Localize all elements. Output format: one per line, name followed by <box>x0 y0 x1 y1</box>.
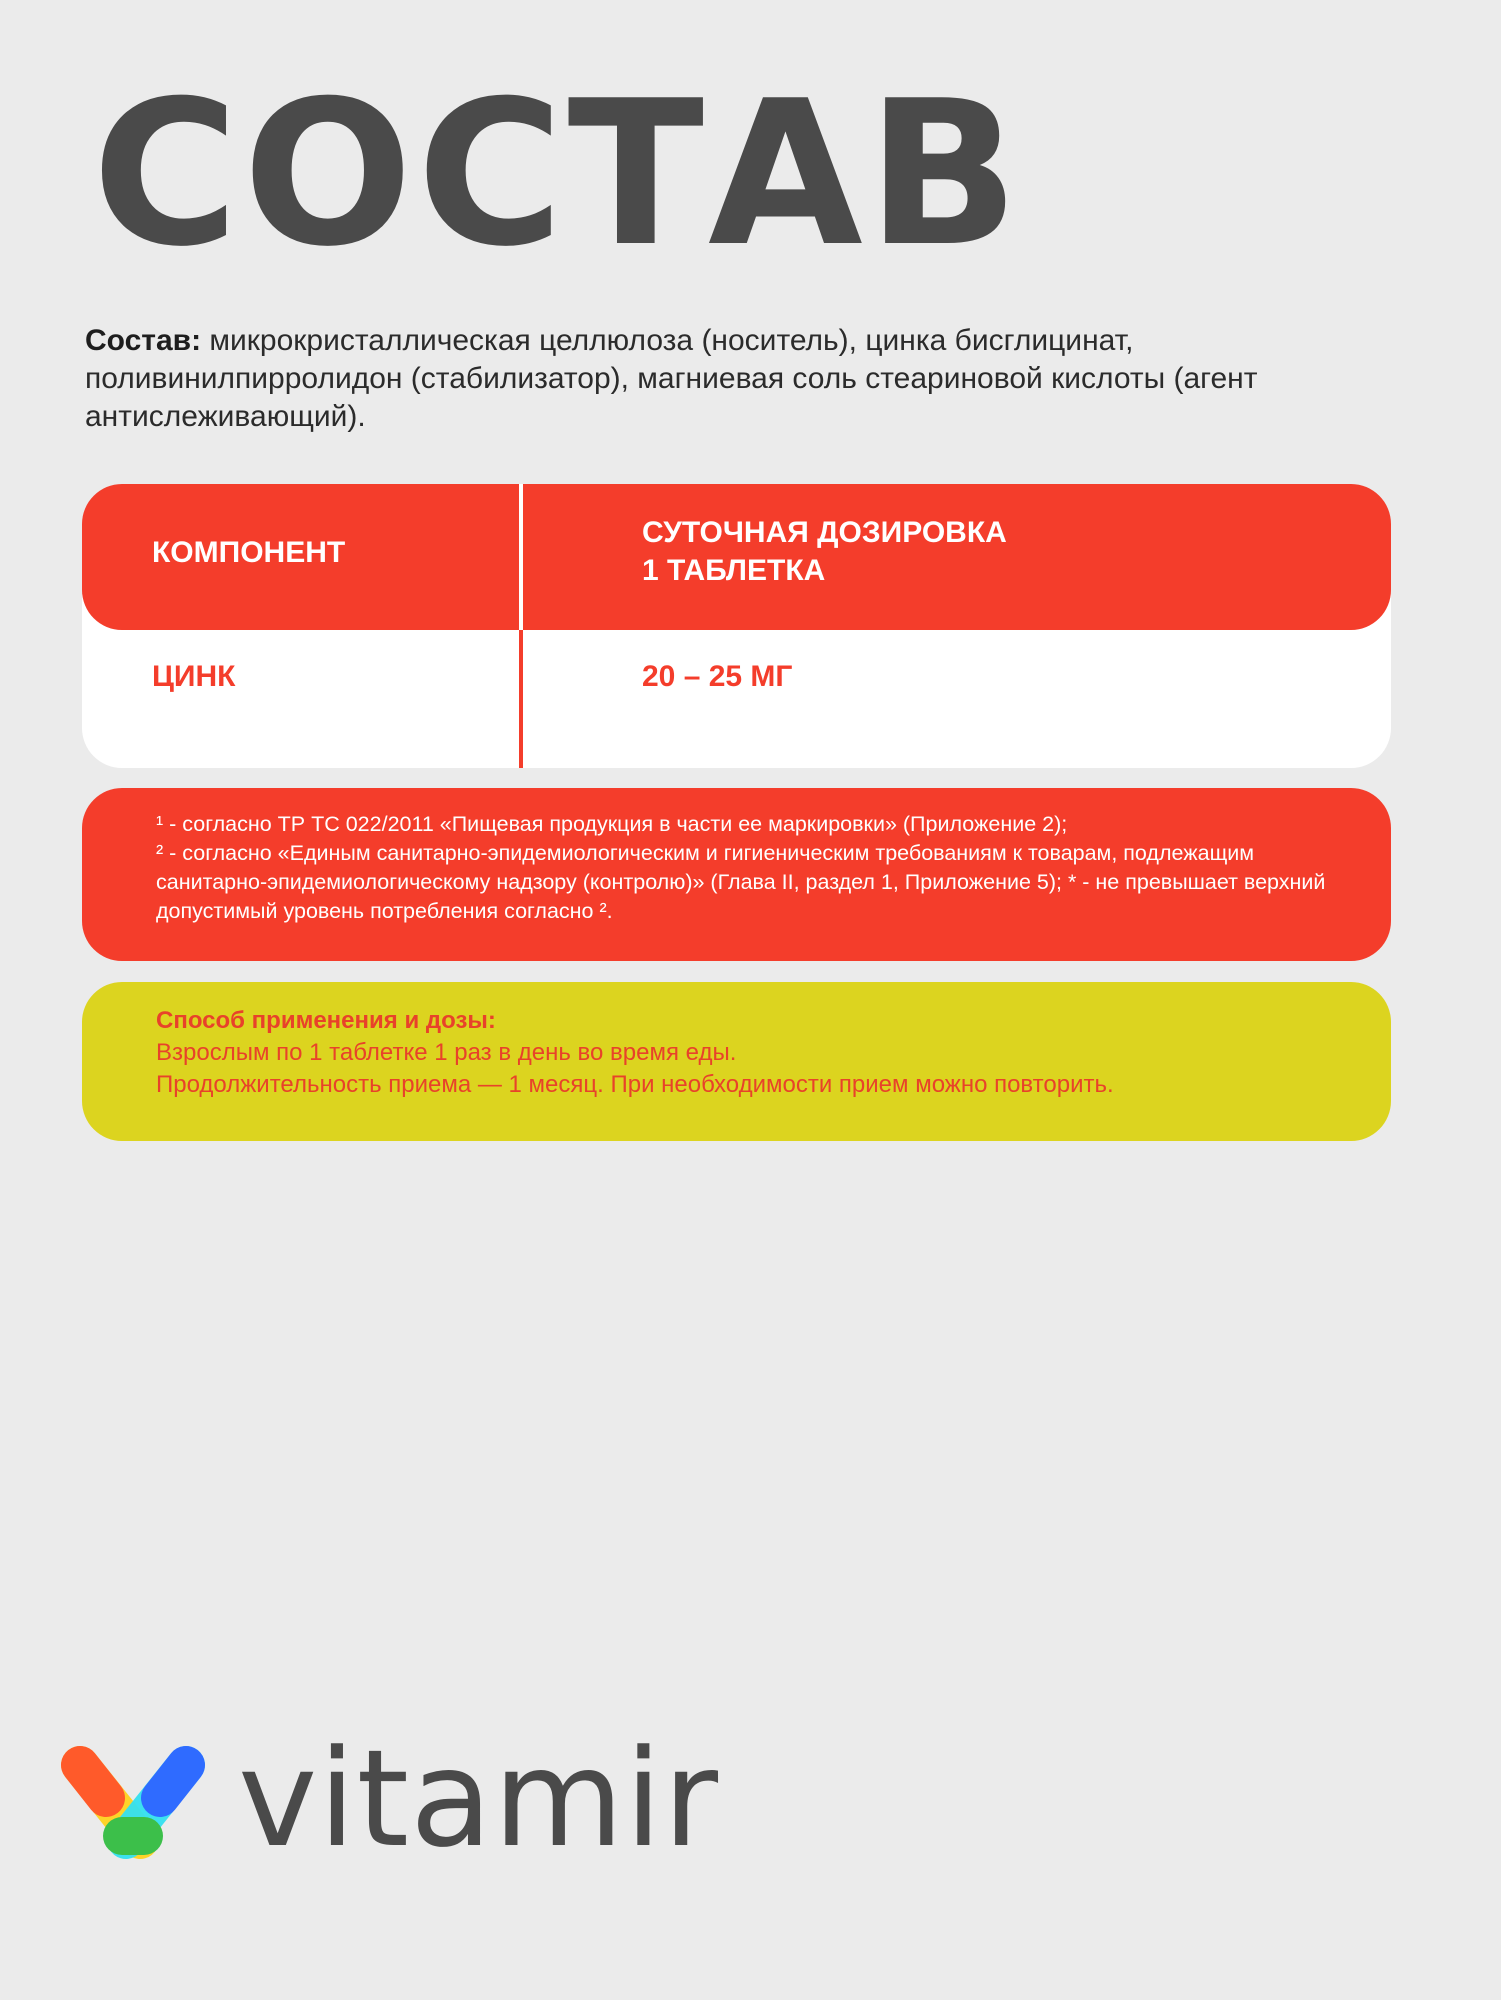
composition-ingredients: микрокристаллическая целлюлоза (носитель), цинка бисглицинат, поливинилпирролидон (стабилизатор), магниевая соль стеариновой кислоты (агент антислеживающий). <box>85 324 1258 433</box>
column-header-dosage <box>642 514 1007 590</box>
composition-text <box>85 322 1415 436</box>
footnote-1: ¹ - согласно ТР ТС 022/2011 «Пищевая продукция в части ее маркировки» (Приложение 2); <box>156 812 1068 836</box>
usage-title: Способ применения и дозы: <box>156 1007 496 1034</box>
brand-name: vitamir <box>238 1721 720 1877</box>
body-column-divider <box>519 630 523 768</box>
dosage-table <box>82 484 1391 768</box>
column-header-component: КОМПОНЕНТ <box>152 536 346 569</box>
usage-line-1: Взрослым по 1 таблетке 1 раз в день во время еды. <box>156 1039 737 1066</box>
footnotes-box <box>82 788 1391 961</box>
column-header-dosage-title: СУТОЧНАЯ ДОЗИРОВКА <box>642 516 1007 549</box>
table-cell-component: ЦИНК <box>152 660 236 693</box>
usage-line-2: Продолжительность приема — 1 месяц. При необходимости прием можно повторить. <box>156 1071 1114 1098</box>
usage-box <box>82 982 1391 1141</box>
logo-stroke-orange <box>80 1765 106 1798</box>
vitamir-v-logo-icon <box>58 1740 208 1880</box>
header-column-divider <box>519 484 523 630</box>
page-title: СОСТАВ <box>92 58 1024 291</box>
table-cell-dose: 20 – 25 МГ <box>642 660 793 693</box>
footnote-2: ² - согласно «Единым санитарно-эпидемиологическим и гигиеническим требованиям к товарам, подлежащим санитарно-эпидемиологическому надзору (контролю)» (Глава II, раздел 1, Приложение 5); * - не превышает верхний допустимый уровень потребления согласно ². <box>156 841 1326 923</box>
composition-label: Состав: <box>85 324 202 357</box>
column-header-dosage-sub: 1 ТАБЛЕТКА <box>642 554 826 587</box>
logo-stroke-blue <box>160 1765 186 1798</box>
